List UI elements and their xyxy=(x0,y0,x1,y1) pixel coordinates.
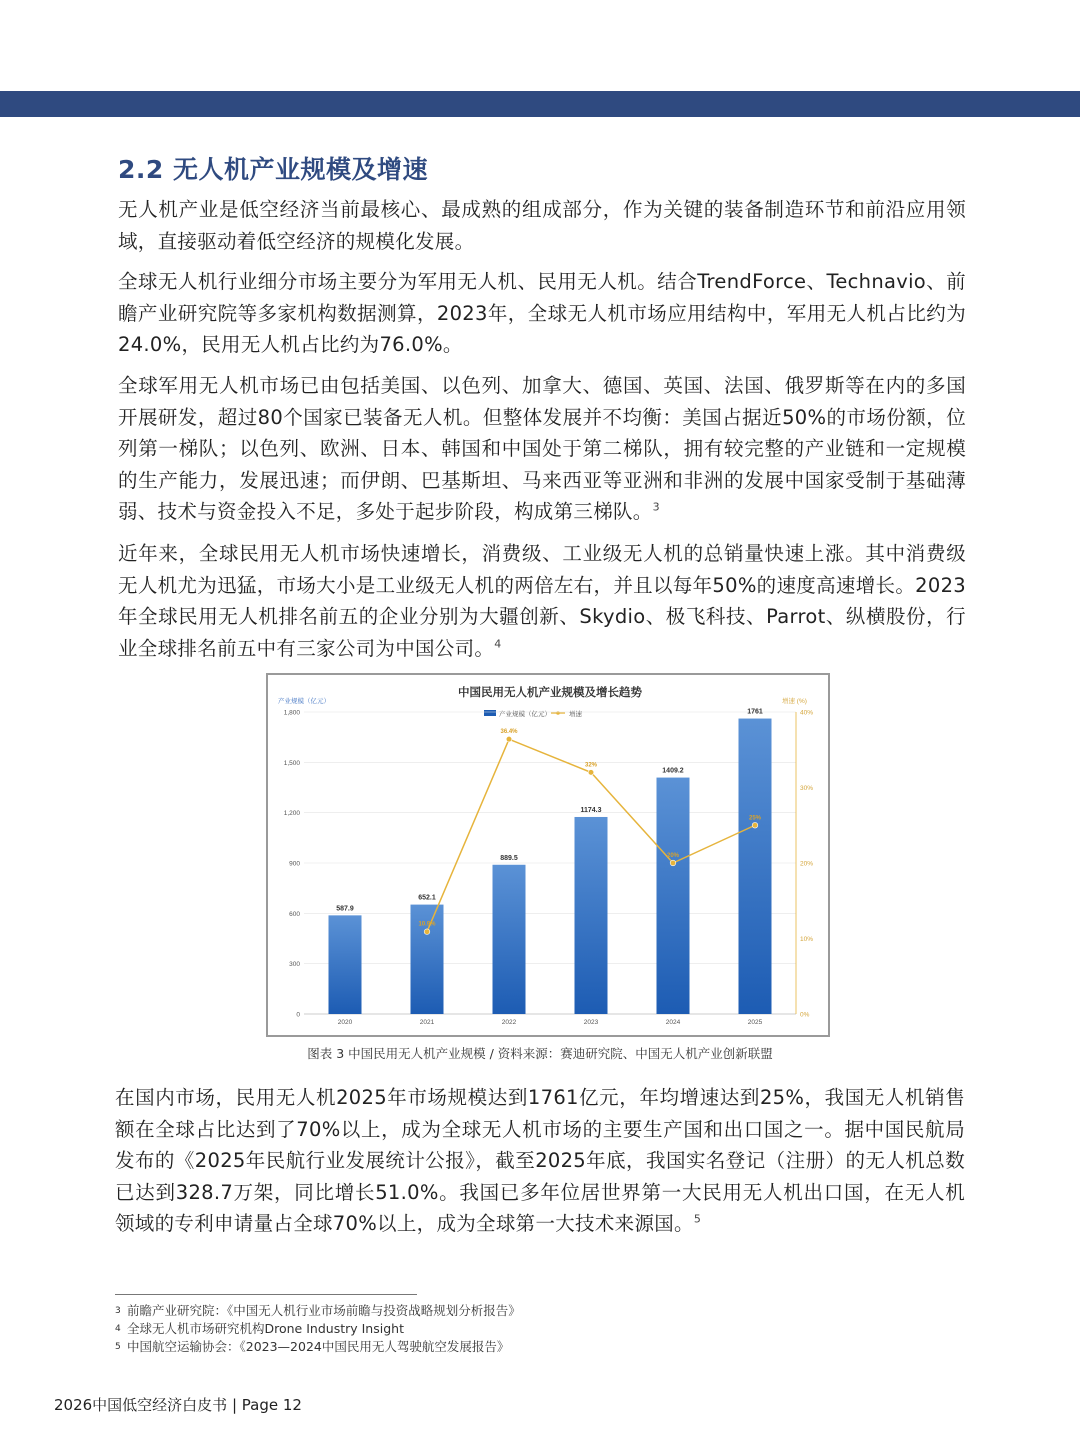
growth-point xyxy=(670,860,676,866)
footnote-number: 3 xyxy=(115,1306,121,1316)
footnote-number: 4 xyxy=(115,1324,121,1334)
growth-value-label: 25% xyxy=(748,815,762,822)
footnote-text: 中国航空运输协会：《2023—2024中国民用无人驾驶航空发展报告》 xyxy=(127,1339,510,1354)
growth-value-label: 10.9% xyxy=(418,921,436,928)
growth-point xyxy=(752,822,758,828)
left-tick-label: 1,200 xyxy=(283,810,300,818)
growth-point xyxy=(424,929,430,935)
footnote-item xyxy=(115,1320,815,1338)
paragraph-global-market-segments xyxy=(118,266,966,361)
right-tick-label: 40% xyxy=(800,709,814,717)
bar xyxy=(657,778,690,1014)
footnote-ref-3[interactable]: 3 xyxy=(652,500,660,514)
bar-value-label: 1409.2 xyxy=(662,767,684,775)
left-tick-label: 900 xyxy=(289,860,300,868)
bar xyxy=(493,865,526,1014)
footnote-ref-5[interactable]: 5 xyxy=(693,1212,702,1226)
page-footer: 2026中国低空经济白皮书 | Page 12 xyxy=(54,1396,302,1414)
bar-value-label: 1174.3 xyxy=(580,806,602,814)
x-tick-label: 2020 xyxy=(337,1019,353,1026)
right-tick-label: 20% xyxy=(800,860,814,868)
paragraph-drone-industry-intro xyxy=(118,194,966,257)
footnote-text: 前瞻产业研究院：《中国无人机行业市场前瞻与投资战略规划分析报告》 xyxy=(127,1303,521,1318)
left-tick-label: 1,500 xyxy=(283,759,300,767)
figure-caption: 图表 3 中国民用无人机产业规模 / 资料来源：赛迪研究院、中国无人机产业创新联盟 xyxy=(307,1046,773,1061)
left-axis-title: 产业规模（亿元） xyxy=(278,698,330,705)
paragraph-text: 全球军用无人机市场已由包括美国、以色列、加拿大、德国、英国、法国、俄罗斯等在内的多国开展研发，超过80个国家已装备无人机。但整体发展并不均衡：美国占据近50%的市场份额，位列第一梯队；以色列、欧洲、日本、韩国和中国处于第二梯队，拥有较完整的产业链和一定规模的生产能力，发展迅速；而伊朗、巴基斯坦、马来西亚等亚洲和非洲的发展中国家受制于基础薄弱、技术与资金投入不足，多处于起步阶段，构成第三梯队。 xyxy=(118,374,966,523)
legend-line-label: 增速 xyxy=(569,711,582,718)
chart-title: 中国民用无人机产业规模及增长趋势 xyxy=(458,687,642,699)
footnote-divider xyxy=(115,1294,417,1295)
header-band xyxy=(0,91,1080,117)
growth-value-label: 20% xyxy=(666,853,680,859)
bar-value-label: 1761 xyxy=(747,708,763,716)
paragraph-civil-drone-market xyxy=(118,538,966,664)
bar-value-label: 889.5 xyxy=(500,854,518,862)
paragraph-text: 近年来，全球民用无人机市场快速增长，消费级、工业级无人机的总销量快速上涨。其中消费级无人机尤为迅猛，市场大小是工业级无人机的两倍左右，并且以每年50%的速度高速增长。2023年全球民用无人机排名前五的企业分别为大疆创新、Skydio、极飞科技、Parrot、纵横股份，行业全球排名前五中有三家公司为中国公司。 xyxy=(118,542,966,660)
growth-value-label: 36.4% xyxy=(500,729,518,736)
footnotes xyxy=(115,1302,815,1356)
x-tick-label: 2025 xyxy=(747,1019,763,1026)
bar xyxy=(575,817,608,1014)
right-tick-label: 30% xyxy=(800,785,814,792)
growth-value-label: 32% xyxy=(584,762,598,769)
bar xyxy=(739,719,772,1014)
left-tick-label: 300 xyxy=(289,961,300,969)
paragraph-text: 在国内市场，民用无人机2025年市场规模达到1761亿元，年均增速达到25%，我国无人机销售额在全球占比达到了70%以上，成为全球无人机市场的主要生产国和出口国之一。据中国民航局发布的《2025年民航行业发展统计公报》，截至2025年底，我国实名登记（注册）的无人机总数已达到328.7万架，同比增长51.0%。我国已多年位居世界第一大民用无人机出口国，在无人机领域的专利申请量占全球70%以上，成为全球第一大技术来源国。 xyxy=(115,1086,965,1235)
growth-point xyxy=(506,736,512,742)
right-axis-title: 增速 (%) xyxy=(782,698,807,705)
right-tick-label: 0% xyxy=(800,1011,810,1019)
left-tick-label: 0 xyxy=(296,1011,300,1019)
footnote-number: 5 xyxy=(115,1342,121,1352)
footnote-ref-4[interactable]: 4 xyxy=(494,637,502,650)
paragraph-text: 无人机产业是低空经济当前最核心、最成熟的组成部分，作为关键的装备制造环节和前沿应用领域，直接驱动着低空经济的规模化发展。 xyxy=(118,198,966,253)
footnote-item xyxy=(115,1338,815,1356)
bar xyxy=(329,915,362,1014)
growth-point xyxy=(588,770,594,776)
left-tick-label: 1,800 xyxy=(283,709,300,717)
x-tick-label: 2021 xyxy=(419,1019,435,1026)
bar-value-label: 652.1 xyxy=(418,894,436,902)
paragraph-text: 全球无人机行业细分市场主要分为军用无人机、民用无人机。结合TrendForce、Technavio、前瞻产业研究院等多家机构数据测算，2023年，全球无人机市场应用结构中，军用无人机占比约为24.0%，民用无人机占比约为76.0%。 xyxy=(118,270,966,356)
left-tick-label: 600 xyxy=(289,910,300,918)
legend-bar-swatch xyxy=(484,710,496,716)
footnote-item xyxy=(115,1302,815,1320)
paragraph-military-drone-market xyxy=(118,370,966,528)
paragraph-domestic-market xyxy=(115,1082,965,1240)
x-tick-label: 2023 xyxy=(583,1019,599,1026)
footnote-text: 全球无人机市场研究机构Drone Industry Insight xyxy=(127,1321,404,1336)
x-tick-label: 2024 xyxy=(665,1019,681,1026)
x-tick-label: 2022 xyxy=(501,1019,517,1026)
chart-figure xyxy=(266,673,830,1037)
section-heading: 2.2 无人机产业规模及增速 xyxy=(118,155,428,184)
legend-bar-label: 产业规模（亿元） xyxy=(499,711,551,718)
bar-value-label: 587.9 xyxy=(336,905,354,913)
right-tick-label: 10% xyxy=(800,936,814,943)
chart-canvas xyxy=(268,675,832,1039)
